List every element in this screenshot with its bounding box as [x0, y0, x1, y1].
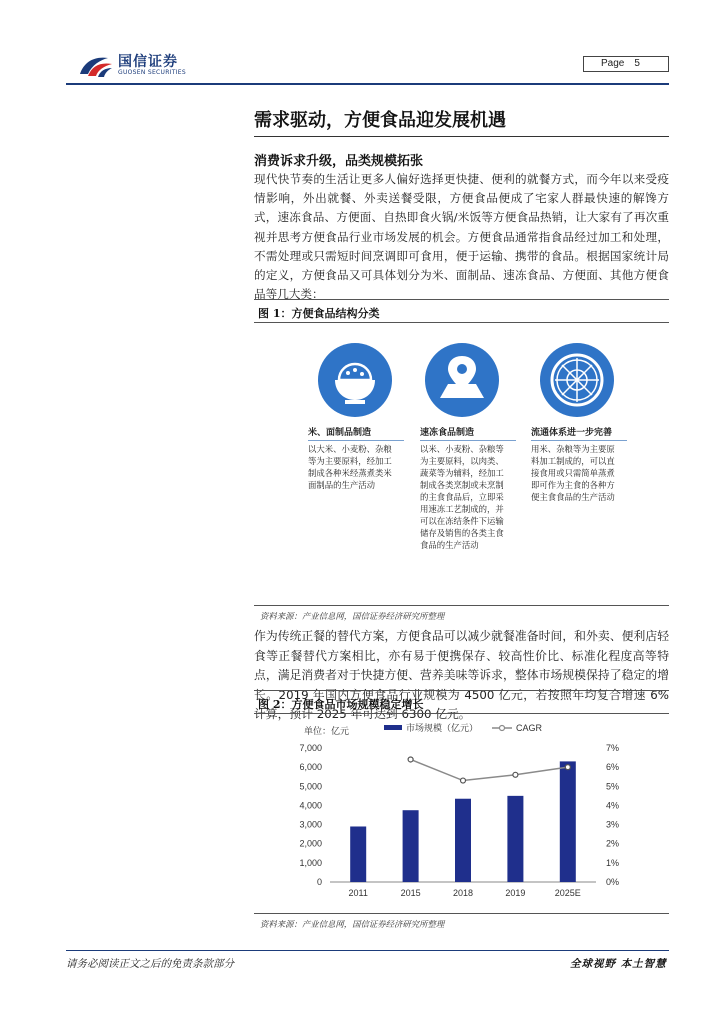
legend-marker-line [500, 726, 505, 731]
figure2-title: 图 2：方便食品市场规模稳定增长 [254, 690, 669, 714]
x-tick-label: 2019 [505, 888, 526, 898]
map-pin-icon [422, 340, 502, 420]
page-label: Page [601, 58, 625, 69]
category-card-rice-noodle [308, 425, 404, 491]
footer-divider [66, 950, 669, 951]
y-left-tick-label: 3,000 [299, 819, 322, 830]
title-divider [254, 136, 669, 137]
card-title: 流通体系进一步完善 [531, 425, 627, 441]
legend-label-bars: 市场规模（亿元） [406, 723, 479, 733]
x-tick-label: 2018 [452, 888, 474, 898]
cagr-line [411, 759, 568, 780]
header-divider [66, 83, 669, 85]
card-title: 米、面制品制造 [308, 425, 404, 441]
y-left-tick-label: 7,000 [299, 743, 322, 753]
page-header [0, 0, 724, 90]
x-tick-label: 2025E [554, 888, 581, 898]
figure2-source: 资料来源：产业信息网，国信证券经济研究所整理 [254, 913, 669, 930]
category-card-circulation [531, 425, 627, 503]
logo-text-cn: 国信证券 [118, 54, 178, 70]
radar-icon [537, 340, 617, 420]
card-body: 用米、杂粮等为主要原料加工制成的，可以直接食用或只需简单蒸煮即可作为主食的各种方便主食食品的生产活动 [531, 444, 615, 502]
card-title: 速冻食品制造 [420, 425, 516, 441]
y-left-tick-label: 0 [316, 877, 322, 887]
card-body: 以大米、小麦粉、杂粮等为主要原料，经加工制成各种米经蒸煮类米面制品的生产活动 [308, 444, 392, 490]
bar-2025E [560, 761, 576, 882]
footer-disclaimer: 请务必阅读正文之后的免责条款部分 [66, 958, 234, 970]
y-left-tick-label: 1,000 [299, 857, 322, 868]
cagr-point-2025E [565, 765, 570, 770]
rice-bowl-icon [315, 340, 395, 420]
y-right-tick-label: 7% [606, 743, 620, 753]
bar-2011 [350, 826, 366, 882]
guosen-logo [78, 50, 188, 80]
y-left-tick-label: 6,000 [299, 762, 322, 773]
bar-2018 [455, 799, 471, 882]
x-tick-label: 2015 [400, 888, 421, 898]
y-right-tick-label: 3% [606, 819, 620, 830]
figure1-source: 资料来源：产业信息网，国信证券经济研究所整理 [254, 605, 669, 622]
category-card-frozen [420, 425, 516, 551]
section-title: 需求驱动，方便食品迎发展机遇 [254, 110, 506, 131]
y-left-tick-label: 2,000 [299, 838, 322, 849]
x-tick-label: 2011 [348, 888, 368, 898]
cagr-point-2018 [461, 778, 466, 783]
y-left-tick-label: 5,000 [299, 781, 322, 792]
market-size-chart [254, 718, 669, 910]
y-right-tick-label: 2% [606, 838, 620, 849]
y-left-tick-label: 4,000 [299, 800, 322, 811]
paragraph-market: 作为传统正餐的替代方案，方便食品可以减少就餐准备时间，和外卖、便利店轻食等正餐替代方案相比，亦有易于便携保存、较高性价比、标准化程度高等特点，满足消费者对于快捷方便、营养美味等诉求，整体市场规模保持了稳定的增长。2019 年国内方便食品行业规模为 4500 亿元，若按照年均复合增速 6% 计算，预计 2025 年可达到 6300 亿元。 [254, 629, 669, 722]
cagr-point-2019 [513, 772, 518, 777]
y-right-tick-label: 0% [606, 877, 620, 887]
unit-label: 单位：亿元 [304, 726, 350, 736]
y-right-tick-label: 1% [606, 857, 620, 868]
bar-2019 [507, 796, 523, 882]
page-number: 5 [634, 58, 640, 69]
bar-2015 [403, 810, 419, 882]
figure1-title: 图 1：方便食品结构分类 [254, 299, 669, 323]
subsection-title: 消费诉求升级，品类规模拓张 [254, 154, 424, 169]
footer-slogan: 全球视野 本土智慧 [570, 958, 667, 970]
cagr-point-2015 [408, 757, 413, 762]
y-right-tick-label: 6% [606, 762, 620, 773]
page-indicator [583, 56, 669, 72]
legend-swatch-bars [384, 725, 402, 730]
y-right-tick-label: 5% [606, 781, 620, 792]
legend-label-line: CAGR [516, 723, 543, 733]
card-body: 以米、小麦粉、杂粮等为主要原料，以肉类、蔬菜等为辅料，经加工制成各类烹制或未烹制的主食食品后，立即采用速冻工艺制成的，并可以在冻结条件下运输储存及销售的各类主食食品的生产活动 [420, 444, 504, 550]
paragraph-intro: 现代快节奏的生活让更多人偏好选择更快捷、便利的就餐方式，而今年以来受疫情影响，外出就餐、外卖送餐受限，方便食品便成了宅家人群最快速的解馋方式，速冻食品、方便面、自热即食火锅/米饭等方便食品热销，让大家有了再次重视并思考方便食品行业市场发展的机会。方便食品通常指食品经过加工和处理，不需处理或只需短时间烹调即可食用，便于运输、携带的食品。根据国家统计局的定义，方便食品又可具体划分为米、面制品、速冻食品、方便面、其他方便食品等几大类： [254, 172, 669, 302]
guosen-logo-icon [78, 52, 114, 78]
logo-text-en: GUOSEN SECURITIES [118, 69, 187, 76]
y-right-tick-label: 4% [606, 800, 620, 811]
